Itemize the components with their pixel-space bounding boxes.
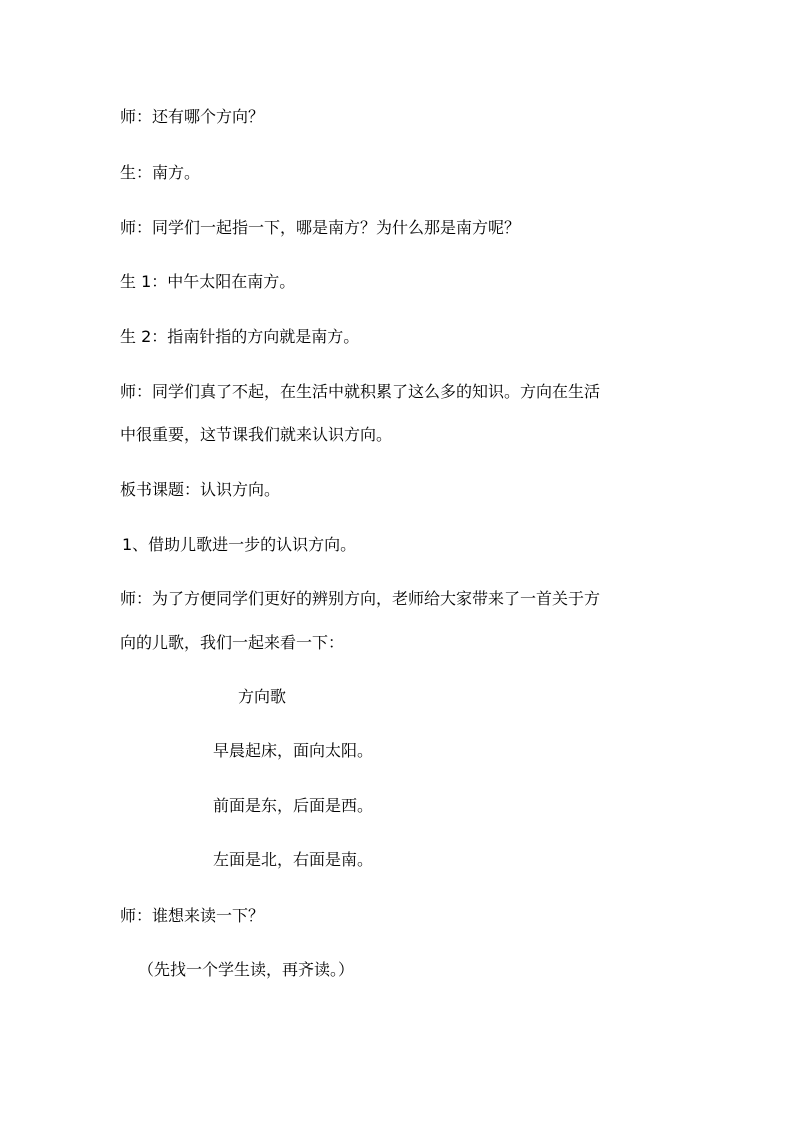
- song-line: 左面是北，右面是南。: [213, 850, 374, 869]
- section-heading: 1、借助儿歌进一步的认识方向。: [122, 535, 357, 554]
- dialogue-line: 向的儿歌，我们一起来看一下：: [120, 633, 345, 652]
- dialogue-line: 师：同学们一起指一下，哪是南方？为什么那是南方呢？: [120, 218, 521, 237]
- dialogue-line: 师：还有哪个方向？: [120, 107, 265, 126]
- dialogue-line: 师：为了方便同学们更好的辨别方向，老师给大家带来了一首关于方: [120, 589, 601, 608]
- board-title-line: 板书课题：认识方向。: [120, 480, 281, 499]
- song-line: 前面是东，后面是西。: [213, 796, 374, 815]
- dialogue-line: 中很重要，这节课我们就来认识方向。: [120, 425, 393, 444]
- stage-note: （先找一个学生读，再齐读。）: [138, 960, 355, 979]
- dialogue-line: 师：谁想来读一下？: [120, 906, 265, 925]
- dialogue-line: 生：南方。: [120, 163, 201, 182]
- dialogue-line: 生 2：指南针指的方向就是南方。: [120, 327, 360, 346]
- song-line: 早晨起床，面向太阳。: [213, 741, 374, 760]
- dialogue-line: 师：同学们真了不起，在生活中就积累了这么多的知识。方向在生活: [120, 382, 601, 401]
- dialogue-line: 生 1：中午太阳在南方。: [120, 272, 296, 291]
- song-title: 方向歌: [238, 687, 287, 706]
